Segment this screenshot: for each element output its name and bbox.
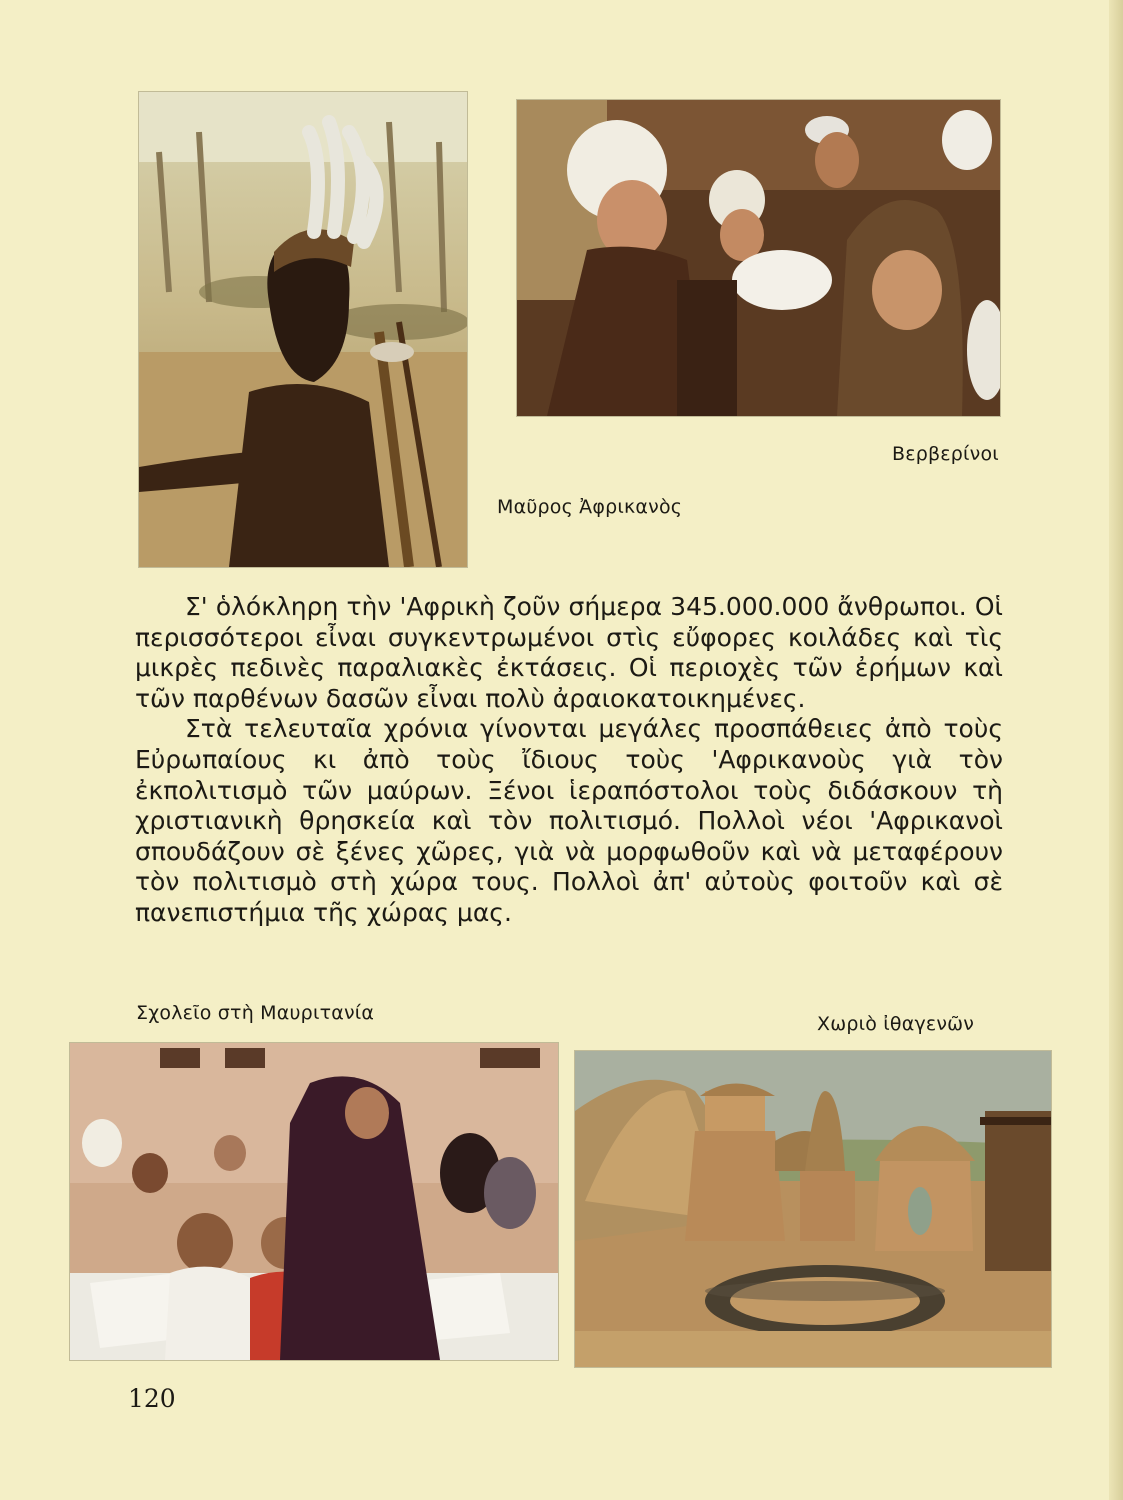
paragraph: Σ' ὁλόκληρη τὴν 'Αφρικὴ ζοῦν σήμερα 345.000.000 ἄνθρωποι. Οἱ περισσότεροι εἶναι συγκεντρωμένοι στὶς εὔφορες κοιλάδες καὶ τὶς μικρὲς πεδινὲς παραλιακὲς ἐκτάσεις. Οἱ περιοχὲς τῶν ἐρήμων καὶ τῶν παρθένων δασῶν εἶναι πολὺ ἀραιοκατοικημένες. [135, 592, 1003, 713]
caption-village: Χωριὸ ἰθαγενῶν [817, 1013, 975, 1035]
portrait-photo-icon [139, 92, 467, 567]
photo-school [70, 1043, 558, 1360]
caption-berbers: Βερβερίνοι [892, 443, 999, 465]
page-number: 120 [128, 1384, 176, 1413]
caption-african: Μαῦρος Ἀφρικανὸς [497, 496, 683, 518]
page-edge [1109, 0, 1123, 1500]
caption-school: Σχολεῖο στὴ Μαυριτανία [136, 1002, 375, 1024]
body-text [135, 592, 1003, 929]
paragraph: Στὰ τελευταῖα χρόνια γίνονται μεγάλες προσπάθειες ἀπὸ τοὺς Εὐρωπαίους κι ἀπὸ τοὺς ἴδιους τοὺς 'Αφρικανοὺς γιὰ τὸν ἐκπολιτισμὸ τῶν μαύρων. Ξένοι ἱεραπόστολοι τοὺς διδάσκουν τὴ χριστιανικὴ θρησκεία καὶ τὸν πολιτισμό. Πολλοὶ νέοι 'Αφρικανοὶ σπουδάζουν σὲ ξένες χῶρες, γιὰ νὰ μορφωθοῦν καὶ νὰ μεταφέρουν τὸν πολιτισμὸ στὴ χώρα τους. Πολλοὶ ἀπ' αὐτοὺς φοιτοῦν καὶ σὲ πανεπιστήμια τῆς χώρας μας. [135, 714, 1003, 927]
photo-village [575, 1051, 1051, 1367]
photo-berbers [517, 100, 1000, 416]
classroom-photo-icon [70, 1043, 558, 1360]
group-photo-icon [517, 100, 1000, 416]
photo-african-man [139, 92, 467, 567]
huts-photo-icon [575, 1051, 1051, 1367]
